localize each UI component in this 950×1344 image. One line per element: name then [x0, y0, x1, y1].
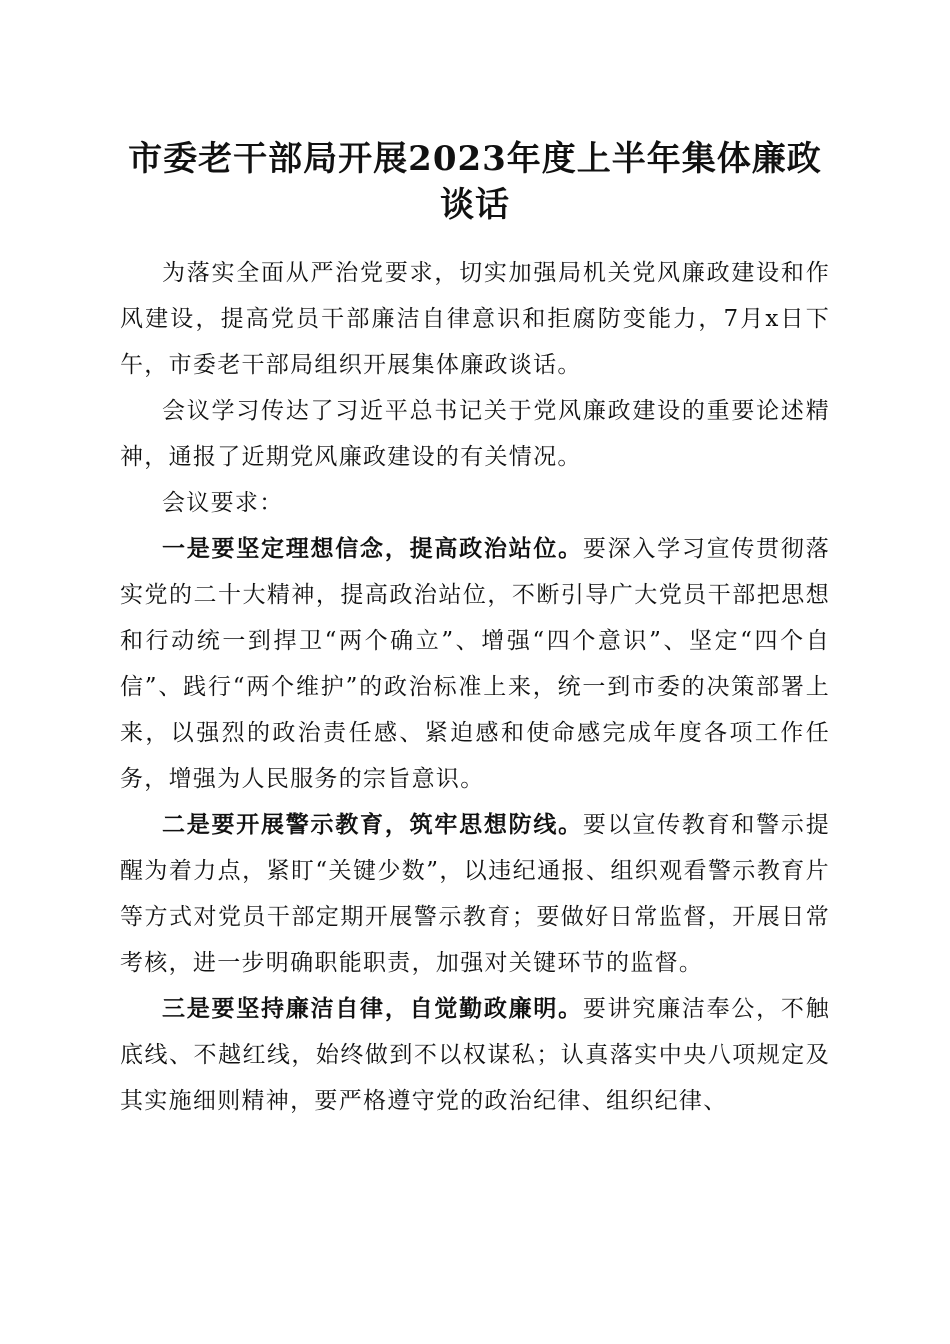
- paragraph-study: [120, 388, 830, 480]
- paragraph-point-3: [120, 986, 830, 1124]
- title-line-2: 谈话: [440, 185, 510, 225]
- title-line-1: 市委老干部局开展2023年度上半年集体廉政: [128, 139, 822, 179]
- point-heading: 一是要坚定理想信念，提高政治站位。: [162, 535, 583, 562]
- paragraph-text: 会议学习传达了习近平总书记关于党风廉政建设的重要论述精神，通报了近期党风廉政建设的有关情况。: [120, 398, 830, 470]
- paragraph-text: 为落实全面从严治党要求，切实加强局机关党风廉政建设和作风建设，提高党员干部廉洁自律意识和拒腐防变能力，7月x日下午，市委老干部局组织开展集体廉政谈话。: [120, 260, 830, 378]
- paragraph-intro: [120, 250, 830, 388]
- paragraph-text: 要讲究廉洁奉公，不触底线、不越红线，始终做到不以权谋私；认真落实中央八项规定及其实施细则精神，要严格遵守党的政治纪律、组织纪律、: [120, 996, 830, 1114]
- paragraph-point-1: [120, 526, 830, 802]
- document-title: [120, 136, 830, 228]
- paragraph-text: 会议要求：: [162, 490, 284, 516]
- paragraph-text: 要以宣传教育和警示提醒为着力点，紧盯“关键少数”，以违纪通报、组织观看警示教育片等方式对党员干部定期开展警示教育；要做好日常监督，开展日常考核，进一步明确职能职责，加强对关键环节的监督。: [120, 812, 830, 976]
- point-heading: 三是要坚持廉洁自律，自觉勤政廉明。: [162, 995, 583, 1022]
- point-heading: 二是要开展警示教育，筑牢思想防线。: [162, 811, 583, 838]
- paragraph-text: 要深入学习宣传贯彻落实党的二十大精神，提高政治站位，不断引导广大党员干部把思想和行动统一到捍卫“两个确立”、增强“四个意识”、坚定“四个自信”、践行“两个维护”的政治标准上来，统一到市委的决策部署上来，以强烈的政治责任感、紧迫感和使命感完成年度各项工作任务，增强为人民服务的宗旨意识。: [120, 536, 830, 792]
- paragraph-requirements: [120, 480, 830, 526]
- paragraph-point-2: [120, 802, 830, 986]
- document-body: [120, 250, 830, 1124]
